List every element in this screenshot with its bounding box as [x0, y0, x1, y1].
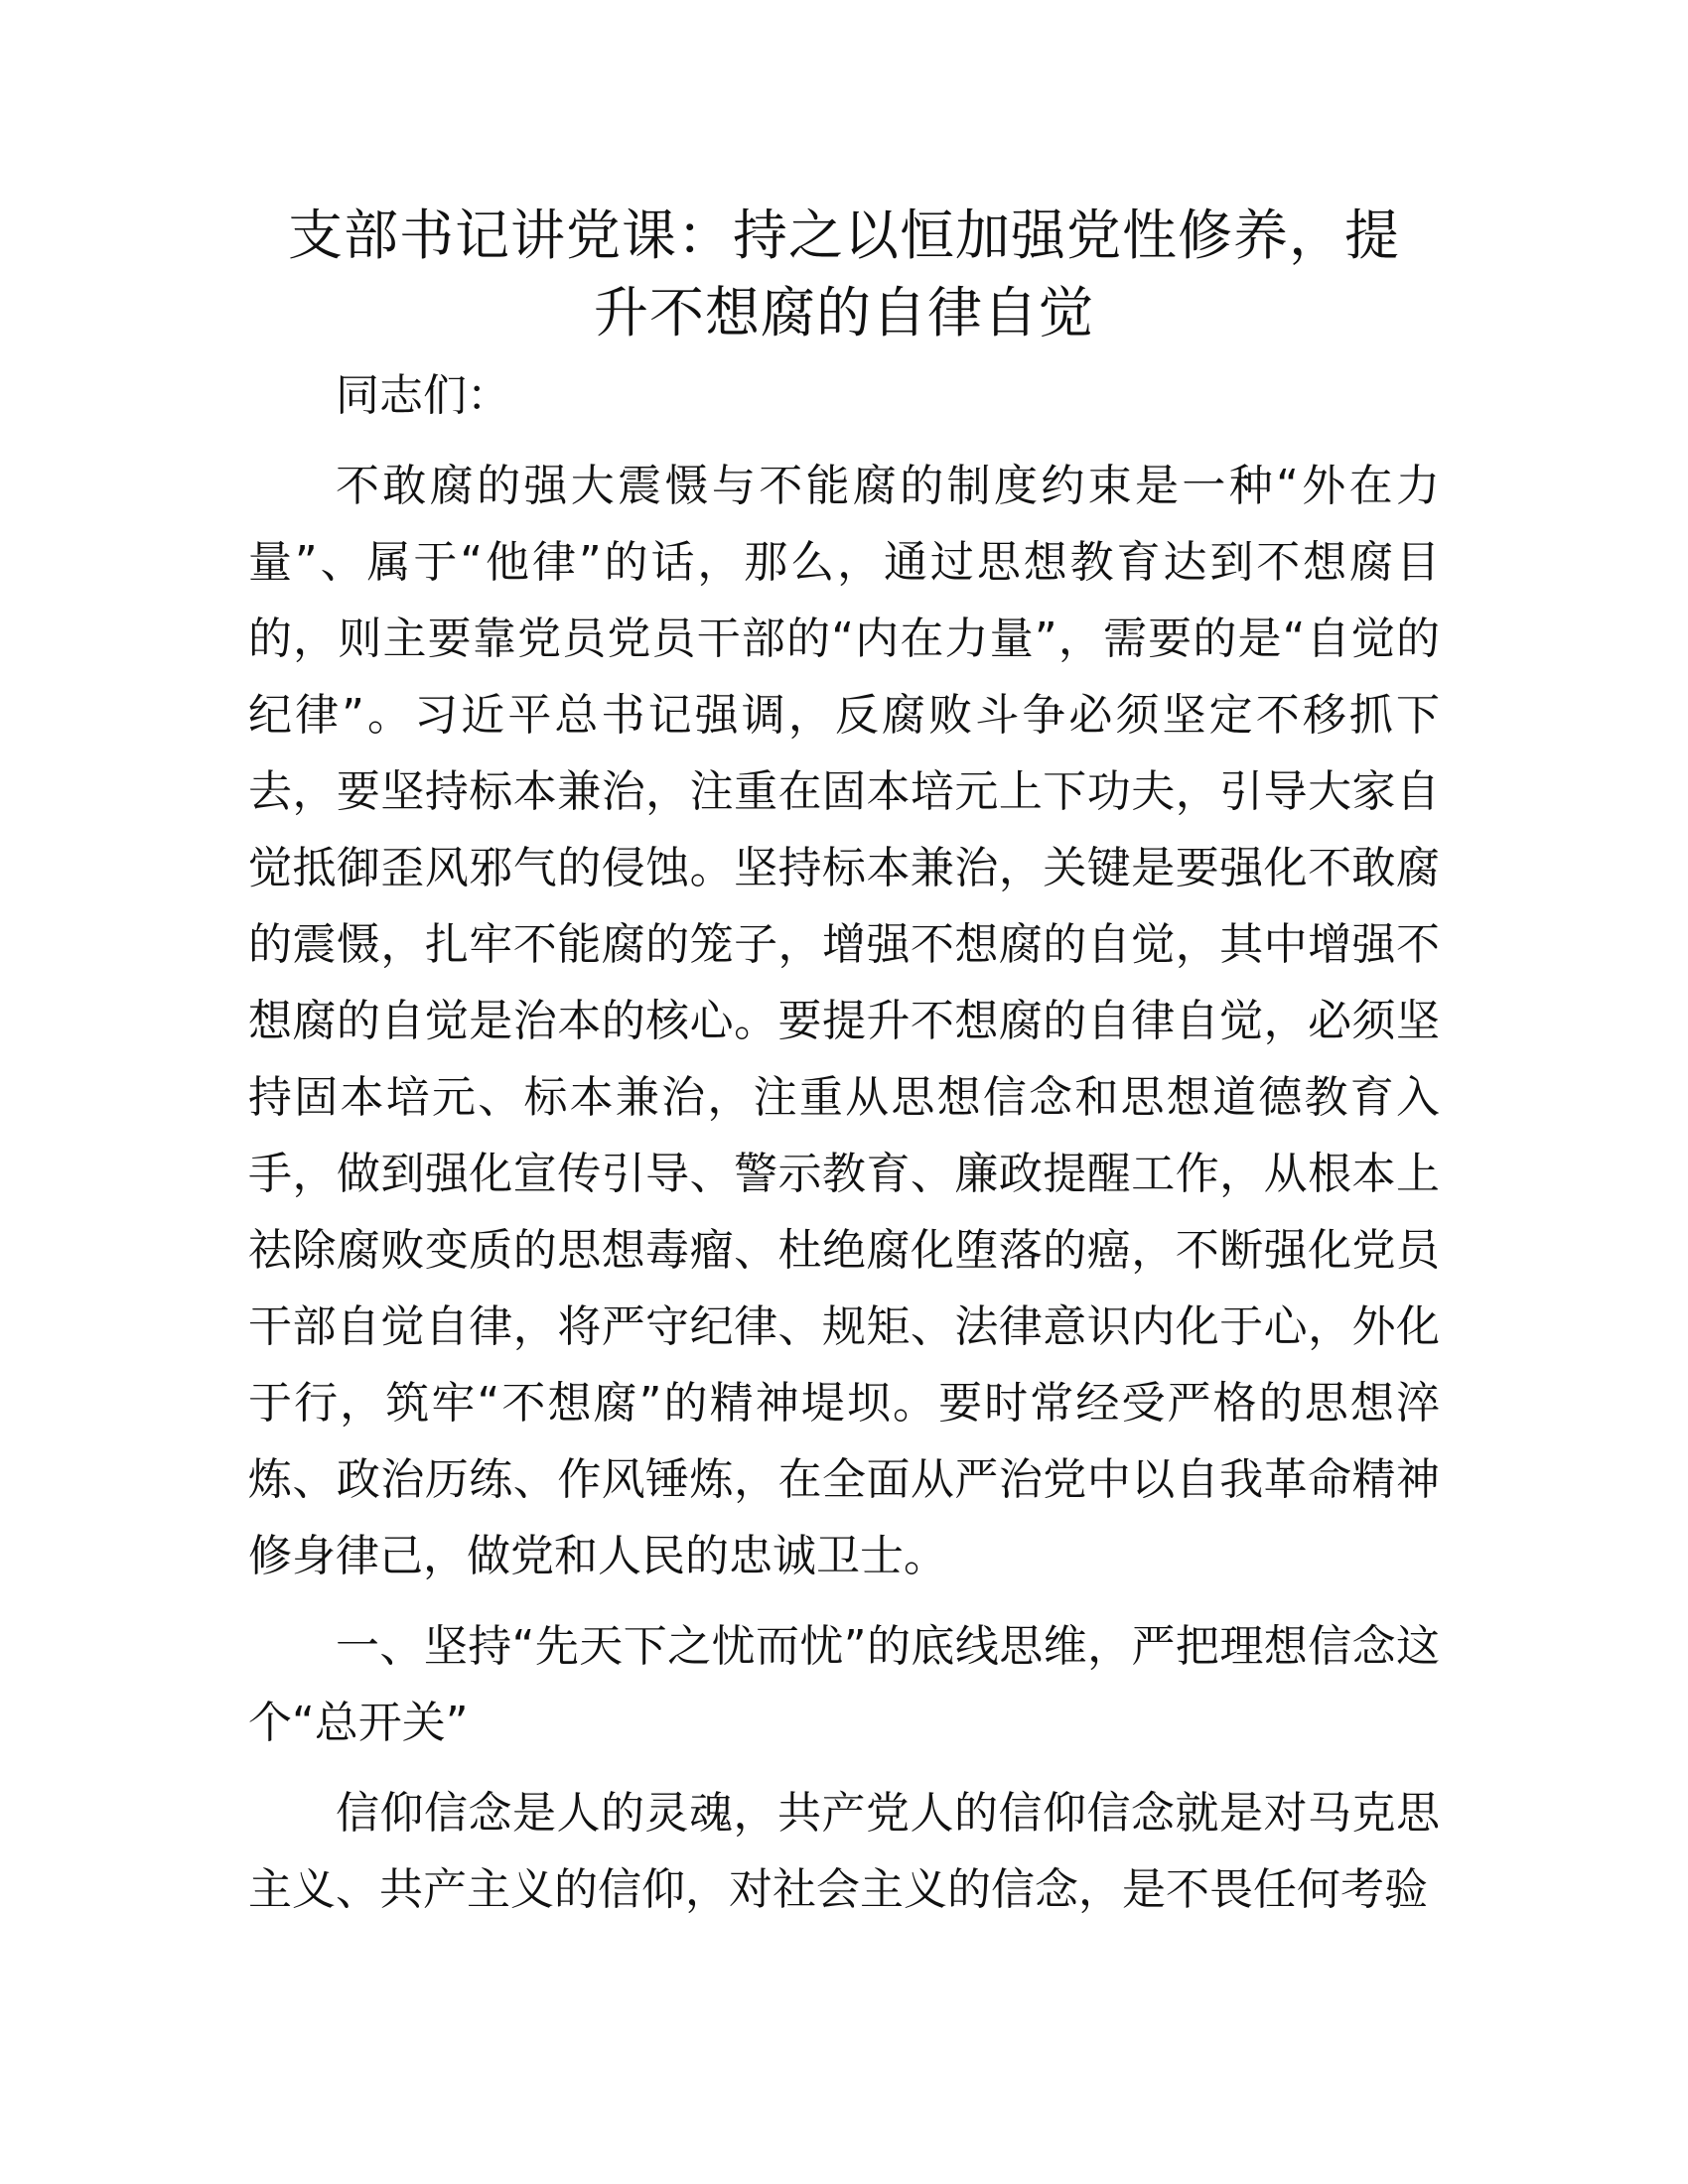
document-body: [248, 357, 1440, 1928]
document-title: [248, 197, 1440, 351]
paragraph-section-1: 信仰信念是人的灵魂，共产党人的信仰信念就是对马克思主义、共产主义的信仰，对社会主义的信念，是不畏任何考验: [248, 1788, 1440, 1915]
title-line-1: 支部书记讲党课：持之以恒加强党性修养，提: [287, 204, 1400, 267]
paragraph-intro: 不敢腐的强大震慑与不能腐的制度约束是一种“外在力量”、属于“他律”的话，那么，通过思想教育达到不想腐目的，则主要靠党员党员干部的“内在力量”，需要的是“自觉的纪律”。习近平总书记强调，反腐败斗争必须坚定不移抓下去，要坚持标本兼治，注重在固本培元上下功夫，引导大家自觉抵御歪风邪气的侵蚀。坚持标本兼治，关键是要强化不敢腐的震慑，扎牢不能腐的笼子，增强不想腐的自觉，其中增强不想腐的自觉是治本的核心。要提升不想腐的自律自觉，必须坚持固本培元、标本兼治，注重从思想信念和思想道德教育入手，做到强化宣传引导、警示教育、廉政提醒工作，从根本上祛除腐败变质的思想毒瘤、杜绝腐化堕落的癌，不断强化党员干部自觉自律，将严守纪律、规矩、法律意识内化于心，外化于行，筑牢“不想腐”的精神堤坝。要时常经受严格的思想淬炼、政治历练、作风锤炼，在全面从严治党中以自我革命精神修身律己，做党和人民的忠诚卫士。: [248, 461, 1440, 1581]
greeting: 同志们：: [336, 370, 510, 421]
section-heading-1: 一、坚持“先天下之忧而忧”的底线思维，严把理想信念这个“总开关”: [248, 1621, 1440, 1748]
title-line-2: 升不想腐的自律自觉: [593, 281, 1094, 344]
